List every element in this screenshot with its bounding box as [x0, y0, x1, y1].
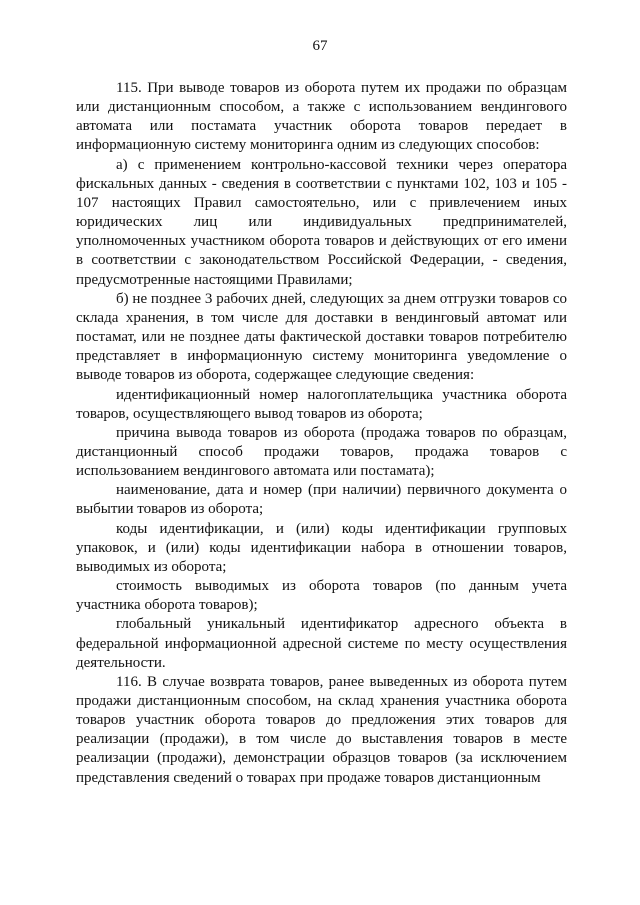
document-body	[76, 79, 567, 788]
list-item-cost: стоимость выводимых из оборота товаров (по данным учета участника оборота товаров);	[76, 578, 567, 614]
list-item-address-id: глобальный уникальный идентификатор адресного объекта в федеральной информационной адресной системе по месту осуществления деятельности.	[76, 616, 567, 671]
list-item-document: наименование, дата и номер (при наличии) первичного документа о выбытии товаров из оборота;	[76, 482, 567, 518]
paragraph-115-b: б) не позднее 3 рабочих дней, следующих за днем отгрузки товаров со склада хранения, в том числе для доставки в вендинговый автомат или постамат, или не позднее даты фактической доставки товаров потребителю представляет в информационную систему мониторинга уведомление о выводе товаров из оборота, содержащее следующие сведения:	[76, 290, 567, 384]
paragraph-115: 115. При выводе товаров из оборота путем их продажи по образцам или дистанционным способом, а также с использованием вендингового автомата или постамата участник оборота товаров передает в информационную систему мониторинга одним из следующих способов:	[76, 80, 567, 154]
page-number: 67	[312, 38, 328, 54]
list-item-codes: коды идентификации, и (или) коды идентификации групповых упаковок, и (или) коды идентификации набора в отношении товаров, выводимых из оборота;	[76, 520, 567, 575]
list-item-reason: причина вывода товаров из оборота (продажа товаров по образцам, дистанционный способ продажи товаров, продажа товаров с использованием вендингового автомата или постамата);	[76, 424, 567, 480]
paragraph-116: 116. В случае возврата товаров, ранее выведенных из оборота путем продажи дистанционным способом, на склад хранения участника оборота товаров участник оборота товаров до предложения этих товаров для реализации (продажи), в том числе до выставления товаров в месте реализации (продажи), демонстрации образцов товаров (за исключением представления сведений о товарах при продаже товаров дистанционным	[76, 673, 567, 786]
paragraph-115-a: а) с применением контрольно-кассовой техники через оператора фискальных данных - сведения в соответствии с пунктами 102, 103 и 105 - 107 настоящих Правил самостоятельно, или с привлечением иных юридических лиц или индивидуальных предпринимателей, уполномоченных участником оборота товаров и действующих от его имени в соответствии с законодательством Российской Федерации, - сведения, предусмотренные настоящими Правилами;	[76, 156, 567, 288]
list-item-inn: идентификационный номер налогоплательщика участника оборота товаров, осуществляющего вывод товаров из оборота;	[76, 386, 567, 422]
